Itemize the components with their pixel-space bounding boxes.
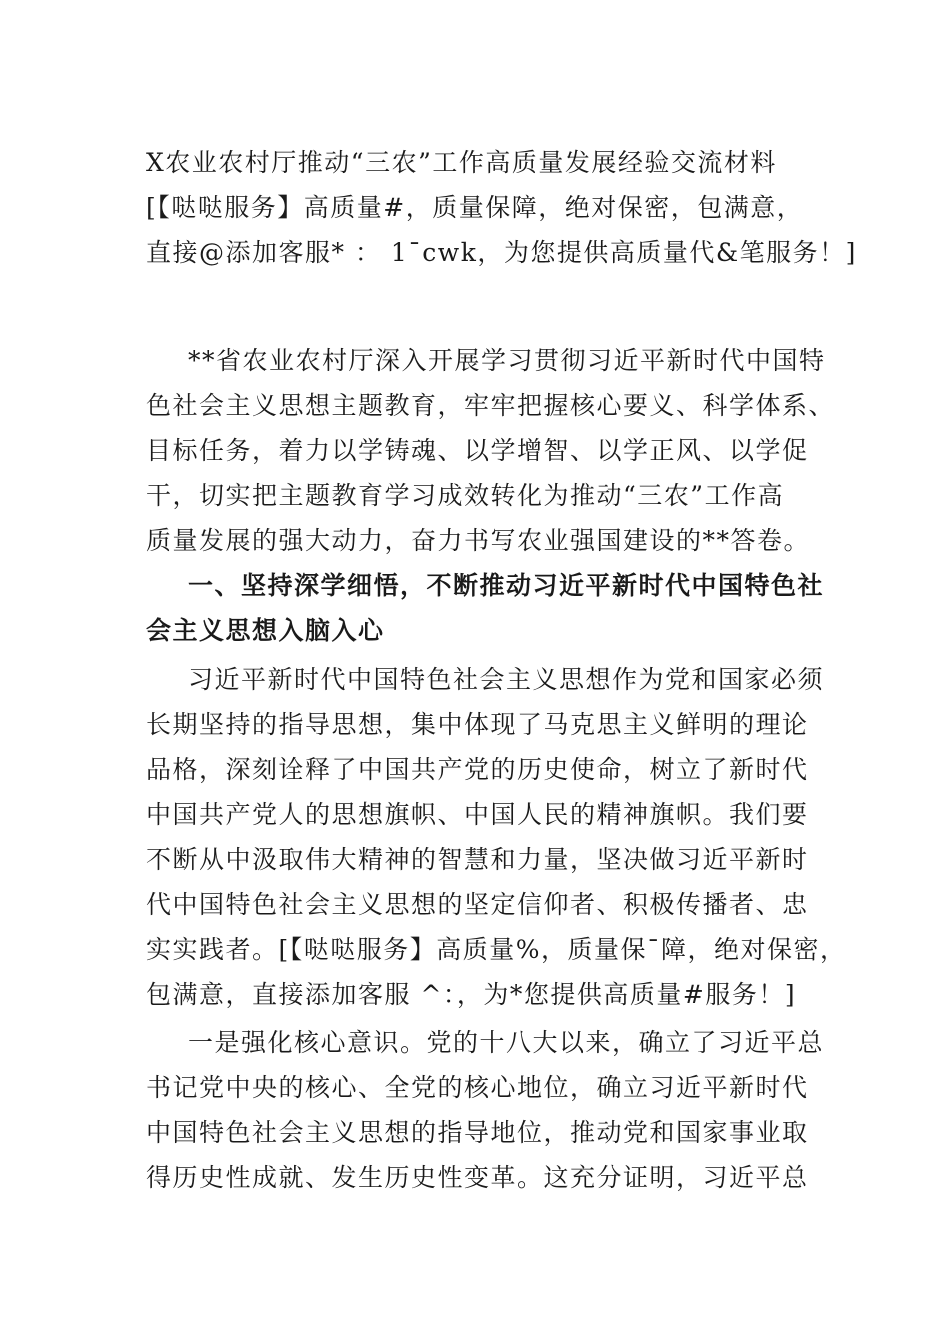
body-paragraph-line: 实实践者。[【哒哒服务】高质量%，质量保¯障，绝对保密， [146, 935, 847, 964]
header-notice-line: [【哒哒服务】高质量#，质量保障，绝对保密，包满意， [146, 193, 804, 222]
intro-paragraph-line: **省农业农村厅深入开展学习贯彻习近平新时代中国特 [188, 346, 826, 375]
body-paragraph-line: 长期坚持的指导思想，集中体现了马克思主义鲜明的理论 [146, 710, 809, 739]
body-paragraph-line: 书记党中央的核心、全党的核心地位，确立习近平新时代 [146, 1073, 809, 1102]
body-paragraph-line: 一是强化核心意识。党的十八大以来，确立了习近平总 [188, 1028, 825, 1057]
intro-paragraph-line: 目标任务，着力以学铸魂、以学增智、以学正风、以学促 [146, 436, 809, 465]
body-paragraph-line: 不断从中汲取伟大精神的智慧和力量，坚决做习近平新时 [146, 845, 809, 874]
section-heading: 一、坚持深学细悟，不断推动习近平新时代中国特色社 [188, 571, 825, 600]
body-paragraph-line: 品格，深刻诠释了中国共产党的历史使命，树立了新时代 [146, 755, 809, 784]
body-paragraph-line: 得历史性成就、发生历史性变革。这充分证明，习近平总 [146, 1163, 809, 1192]
body-paragraph-line: 包满意，直接添加客服 ^：，为*您提供高质量#服务！] [146, 980, 797, 1009]
body-paragraph-line: 习近平新时代中国特色社会主义思想作为党和国家必须 [188, 665, 825, 694]
body-paragraph-line: 中国特色社会主义思想的指导地位，推动党和国家事业取 [146, 1118, 809, 1147]
intro-paragraph-line: 色社会主义思想主题教育，牢牢把握核心要义、科学体系、 [146, 391, 836, 420]
section-heading: 会主义思想入脑入心 [146, 616, 385, 645]
body-paragraph-line: 中国共产党人的思想旗帜、中国人民的精神旗帜。我们要 [146, 800, 809, 829]
header-notice-line: 直接@添加客服* ： 1¯cwk，为您提供高质量代&笔服务！] [146, 238, 857, 267]
intro-paragraph-line: 干，切实把主题教育学习成效转化为推动“三农”工作高 [146, 481, 785, 510]
body-paragraph-line: 代中国特色社会主义思想的坚定信仰者、积极传播者、忠 [146, 890, 809, 919]
document-title: X农业农村厅推动“三农”工作高质量发展经验交流材料 [146, 148, 777, 177]
intro-paragraph-line: 质量发展的强大动力，奋力书写农业强国建设的**答卷。 [146, 526, 811, 555]
